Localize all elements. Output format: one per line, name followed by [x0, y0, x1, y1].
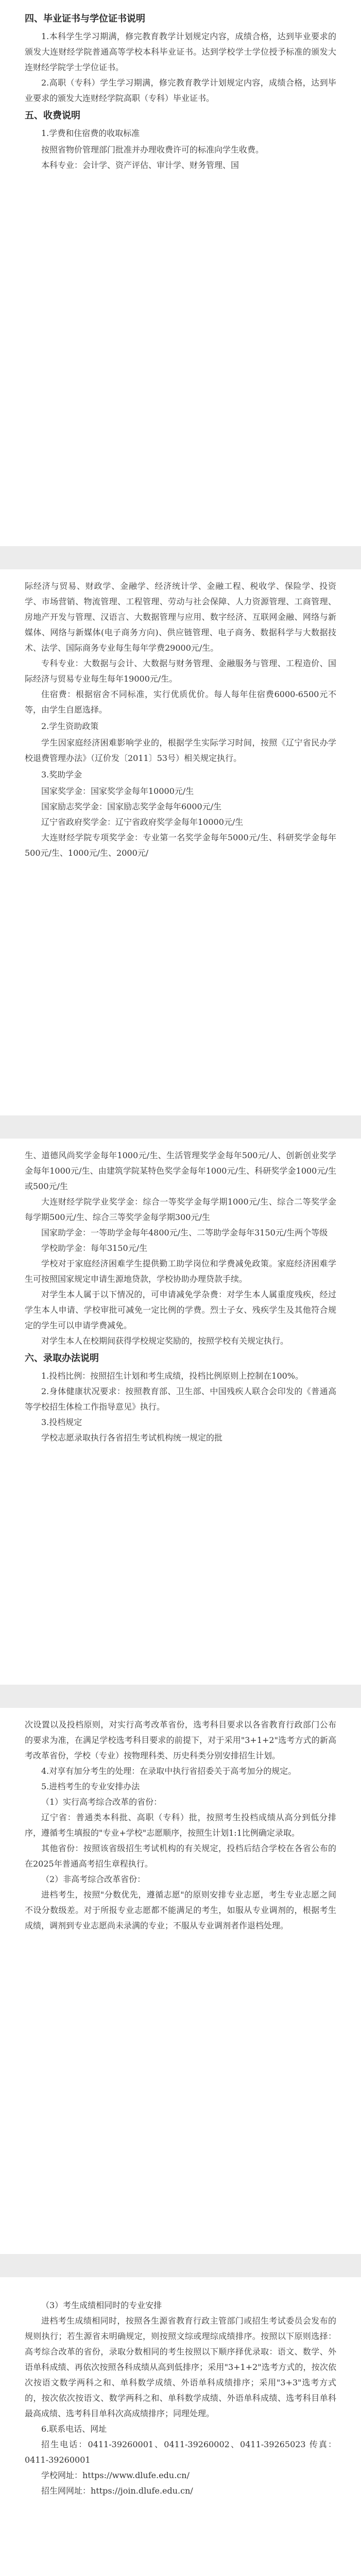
paragraph: （1）实行高考综合改革的省份：	[41, 1797, 162, 1807]
page-gap	[0, 546, 361, 569]
paragraph: 对学生本人属于以下情况的，可申请减免学杂费：对学生本人属重度残疾，经过学生本人申请、学校审批可减免一定比例的学费。烈士子女、残疾学生及其他符合规定的学生可以申请学费减免。	[25, 1290, 336, 1330]
contact-phone: 招生电话：0411-39260001、0411-39260002、0411-39265023 传真：0411-39260001	[25, 2439, 336, 2465]
paragraph: 学校助学金：每年3150元/生	[41, 1243, 148, 1253]
paragraph: 辽宁省：普通类本科批、高职（专科）批，按照考生投档成绩从高分到低分排序，遵循考生填报的"专业+学校"志愿顺序，按照生计划1:1比例确定录取。	[25, 1812, 336, 1838]
document-page-1	[0, 0, 361, 546]
paragraph: 5.进档考生的专业安排办法	[41, 1782, 140, 1791]
paragraph: 本科专业：会计学、资产评估、审计学、财务管理、国	[41, 160, 239, 170]
paragraph: 其他省份：按照该省级招生考试机构的有关规定，投档后结合学校在各省公布的在2025年普通高考招生章程执行。	[25, 1843, 336, 1869]
paragraph: 3.投档规定	[41, 1417, 82, 1427]
paragraph: 2.高职（专科）学生学习期满，修完教育教学计划规定内容，成绩合格，达到毕业要求的颁发大连财经学院高职（专科）毕业证书。	[25, 78, 336, 103]
paragraph: 国家奖学金：国家奖学金每年10000元/生	[41, 786, 194, 796]
document-page-4	[0, 1708, 361, 2254]
paragraph: 专科专业：大数据与会计、大数据与财务管理、金融服务与管理、工程造价、国际经济与贸易专业每生每年19000元/生。	[25, 658, 336, 684]
paragraph: 辽宁省政府奖学金：辽宁省政府奖学金每年10000元/生	[41, 817, 244, 827]
document-page-5	[0, 2277, 361, 2576]
paragraph: 按照省物价管理部门批准并办理收费许可的标准向学生收费。	[41, 145, 264, 155]
paragraph: 学校对于家庭经济困难学生提供勤工助学岗位和学费减免政策。家庭经济困难学生可按照国家规定申请生源地贷款，学校协助办理贷款手续。	[25, 1259, 336, 1284]
page-gap	[0, 1115, 361, 1139]
section-4-title: 四、毕业证书与学位证书说明	[25, 13, 145, 24]
paragraph: 1.本科学生学习期满，修完教育教学计划规定内容，成绩合格，达到毕业要求的颁发大连财经学院普通高等学校本科毕业证书。达到学校学士学位授予标准的颁发大连财经学院学士学位证书。	[25, 31, 336, 72]
subheading: 2.学生资助政策	[41, 721, 99, 731]
paragraph: 学生因家庭经济困难影响学业的，根据学生实际学习时间，按照《辽宁省民办学校退费管理办法》（辽价发〔2011〕53号）相关规定执行。	[25, 738, 336, 763]
document-page-2	[0, 569, 361, 1115]
page-gap	[0, 2254, 361, 2277]
paragraph: 进档考生，按照"分数优先，遵循志愿"的原则安排专业志愿，考生专业志愿之间不设分数级差。对于所报专业志愿都不能满足的考生，如服从专业调剂的，根据考生成绩，调剂到专业志愿尚未录满的专业；不服从专业调剂者作退档处理。	[25, 1890, 336, 1930]
paragraph: 大连财经学院专项奖学金：专业第一名奖学金每年5000元/生、科研奖学金每年500元/生、1000元/生、2000元/	[25, 833, 336, 858]
paragraph: 住宿费：根据宿舍不同标准，实行优质优价。每人每年住宿费6000-6500元不等，由学生自愿选择。	[25, 689, 336, 715]
paragraph: 对学生本人在校期间获得学校规定奖励的，按照学校有关规定执行。	[41, 1336, 289, 1346]
paragraph: 大连财经学院学业奖学金：综合一等奖学金每学期1000元/生、综合二等奖学金每学期500元/生、综合三等奖学金每学期300元/生	[25, 1197, 336, 1222]
admissions-website-link[interactable]: 招生网网址：https://join.dlufe.edu.cn/	[41, 2486, 193, 2496]
paragraph: 次设置以及投档原则，对实行高考改革省份，选考科目要求以各省教育行政部门公布的要求为准，在满足学校选考科目要求的前提下，对于采用"3+1+2"选考方式的新高考改革省份，学校（专业）按物理科类、历史科类分别安排招生计划。	[25, 1720, 336, 1760]
paragraph: 学校志愿录取执行各省招生考试机构统一规定的批	[41, 1433, 223, 1443]
paragraph: （3）考生成绩相同时的专业安排	[41, 2300, 162, 2310]
paragraph: 1.投档比例：按照招生计划和考生成绩，投档比例原则上控制在100%。	[41, 1371, 304, 1381]
paragraph: 生、道德风尚奖学金每年1000元/生、生活管理奖学金每年500元/人、创新创业奖学金每年1000元/生、由建筑学院某特色奖学金每年1000元/生、科研奖学金1000元/生或500元/生	[25, 1150, 336, 1191]
subheading: 3.奖助学金	[41, 770, 82, 779]
page-gap	[0, 1685, 361, 1708]
document-page-3	[0, 1139, 361, 1685]
paragraph: 国家励志奖学金：国家励志奖学金每年6000元/生	[41, 802, 222, 811]
section-6-title: 六、录取办法说明	[25, 1353, 99, 1364]
paragraph: 4.对享有加分考生的处理：在录取中执行省招委关于高考加分的规定。	[41, 1766, 297, 1776]
paragraph: 进档考生成绩相同时，按照各生源省教育行政主管部门或招生考试委员会发布的规则执行；若生源省未明确规定，则按照文综或理综成绩排序。按照以下原则选择：高考综合改革的省份，录取分数相同的考生按照以下顺序择优录取：语文、数学、外语单科成绩、再依次按照各科成绩从高到低排序；采用"3+1+2"选考方式的，按次依次按语文数学两科之和、单科数学成绩、外语单科成绩排序；采用"3+3"选考方式的，按次依次按语文、数学两科之和、单科数学成绩、外语单科成绩、选考科目单科最高成绩、选考科目单科次高成绩排序；同理处理。	[25, 2316, 336, 2418]
paragraph: 6.联系电话、网址	[41, 2424, 107, 2434]
paragraph: 2.身体健康状况要求：按照教育部、卫生部、中国残疾人联合会印发的《普通高等学校招生体检工作指导意见》执行。	[25, 1386, 336, 1412]
paragraph: （2）非高考综合改革省份：	[41, 1874, 146, 1884]
paragraph: 国家助学金：一等助学金每年4800元/生、二等助学金每年3150元/生两个等级	[41, 1228, 328, 1238]
paragraph: 际经济与贸易、财政学、金融学、经济统计学、金融工程、税收学、保险学、投资学、市场营销、物流管理、工程管理、劳动与社会保障、人力资源管理、工商管理、房地产开发与管理、汉语言、大数据管理与应用、数字经济、互联网金融、网络与新媒体、网络与新媒体(电子商务方向)、供应链管理、电子商务、数据科学与大数据技术、法学、国际商务专业每生每年学费29000元/生。	[25, 581, 336, 653]
subheading: 1.学费和住宿费的收取标准	[41, 128, 140, 138]
section-5-title: 五、收费说明	[25, 110, 80, 121]
school-website-link[interactable]: 学校网址：https://www.dlufe.edu.cn/	[41, 2470, 190, 2480]
